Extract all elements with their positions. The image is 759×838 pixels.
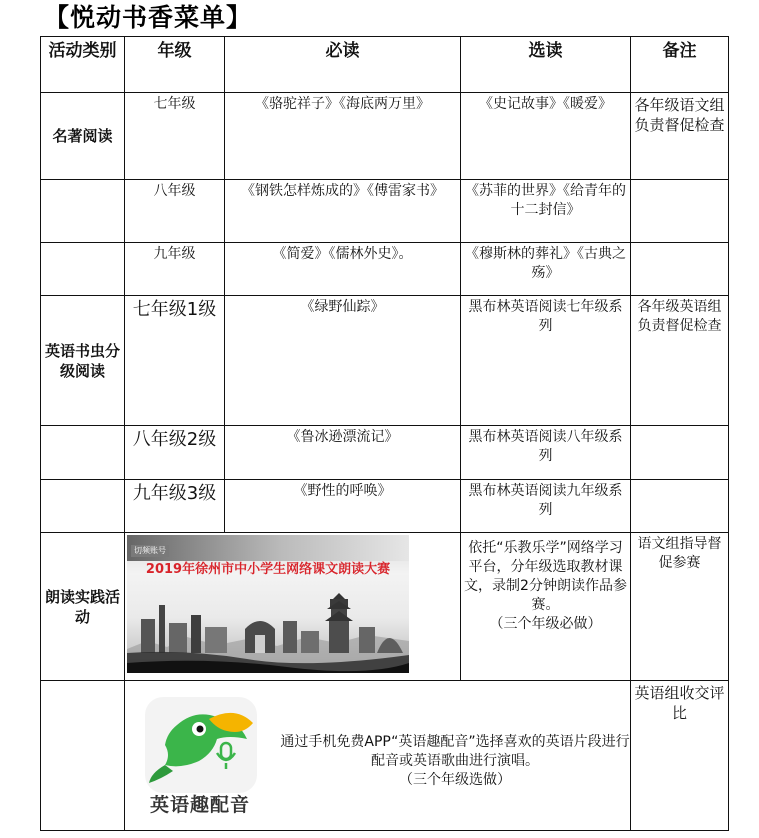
- required-cell: 《野性的呼唤》: [225, 480, 461, 533]
- recitation-requirement: （三个年级必做）: [489, 616, 602, 632]
- header-grade: 年级: [125, 37, 225, 93]
- required-cell: 《简爱》《儒林外史》。: [225, 243, 461, 296]
- table-row: [41, 426, 729, 480]
- table-row: [41, 93, 729, 180]
- table-row: [41, 243, 729, 296]
- recitation-description-cell: [461, 533, 631, 681]
- category-empty: [41, 243, 125, 296]
- required-cell: 《骆驼祥子》《海底两万里》: [225, 93, 461, 180]
- category-empty: [41, 180, 125, 243]
- grade-cell: 七年级1级: [125, 296, 225, 426]
- category-recitation: 朗读实践活动: [41, 533, 125, 681]
- poster-cell: [125, 533, 461, 681]
- table-row: [41, 180, 729, 243]
- note-cell: 各年级英语组负责督促检查: [631, 296, 729, 426]
- poster-title: 2019年徐州市中小学生网络课文朗读大赛: [145, 562, 391, 577]
- category-english: 英语书虫分级阅读: [41, 296, 125, 426]
- city-skyline-image: [127, 579, 409, 673]
- header-category: 活动类别: [41, 37, 125, 93]
- dubbing-description-block: [280, 733, 630, 790]
- table-row: [41, 681, 729, 831]
- app-name: 英语趣配音: [149, 794, 250, 816]
- grade-cell: 九年级3级: [125, 480, 225, 533]
- grade-cell: 九年级: [125, 243, 225, 296]
- note-cell: 语文组指导督促参赛: [631, 533, 729, 681]
- note-empty: [631, 480, 729, 533]
- grade-cell: 八年级: [125, 180, 225, 243]
- header-row: [41, 37, 729, 93]
- contest-poster: [127, 535, 409, 673]
- dubbing-description: 通过手机免费APP“英语趣配音”选择喜欢的英语片段进行配音或英语歌曲进行演唱。: [280, 734, 630, 769]
- note-empty: [631, 180, 729, 243]
- required-cell: 《钢铁怎样炼成的》《傅雷家书》: [225, 180, 461, 243]
- category-empty: [41, 480, 125, 533]
- optional-cell: 黑布林英语阅读七年级系列: [461, 296, 631, 426]
- recitation-description: 依托“乐教乐学”网络学习平台，分年级选取教材课文，录制2分钟朗读作品参赛。: [464, 540, 627, 613]
- optional-cell: 黑布林英语阅读八年级系列: [461, 426, 631, 480]
- category-empty: [41, 426, 125, 480]
- header-note: 备注: [631, 37, 729, 93]
- category-classics: 名著阅读: [41, 93, 125, 180]
- dubbing-app-block: [125, 681, 630, 827]
- note-cell: 英语组收交评比: [631, 681, 729, 831]
- optional-cell: 《苏菲的世界》《给青年的十二封信》: [461, 180, 631, 243]
- grade-cell: 八年级2级: [125, 426, 225, 480]
- dubbing-cell: [125, 681, 631, 831]
- page-title: 【悦动书香菜单】: [44, 3, 253, 32]
- header-optional: 选读: [461, 37, 631, 93]
- poster-header-band: [127, 535, 409, 561]
- poster-tag: 切频账号: [131, 545, 169, 557]
- required-cell: 《鲁冰逊漂流记》: [225, 426, 461, 480]
- optional-cell: 《史记故事》《暖爱》: [461, 93, 631, 180]
- reading-menu-table: [40, 36, 729, 831]
- table-row: [41, 533, 729, 681]
- note-empty: [631, 426, 729, 480]
- note-empty: [631, 243, 729, 296]
- parrot-app-icon: [143, 695, 259, 795]
- dubbing-requirement: （三个年级选做）: [399, 772, 511, 788]
- header-required: 必读: [225, 37, 461, 93]
- grade-cell: 七年级: [125, 93, 225, 180]
- table-row: [41, 480, 729, 533]
- required-cell: 《绿野仙踪》: [225, 296, 461, 426]
- category-empty: [41, 681, 125, 831]
- note-cell: 各年级语文组负责督促检查: [631, 93, 729, 180]
- optional-cell: 《穆斯林的葬礼》《古典之殇》: [461, 243, 631, 296]
- optional-cell: 黑布林英语阅读九年级系列: [461, 480, 631, 533]
- table-row: [41, 296, 729, 426]
